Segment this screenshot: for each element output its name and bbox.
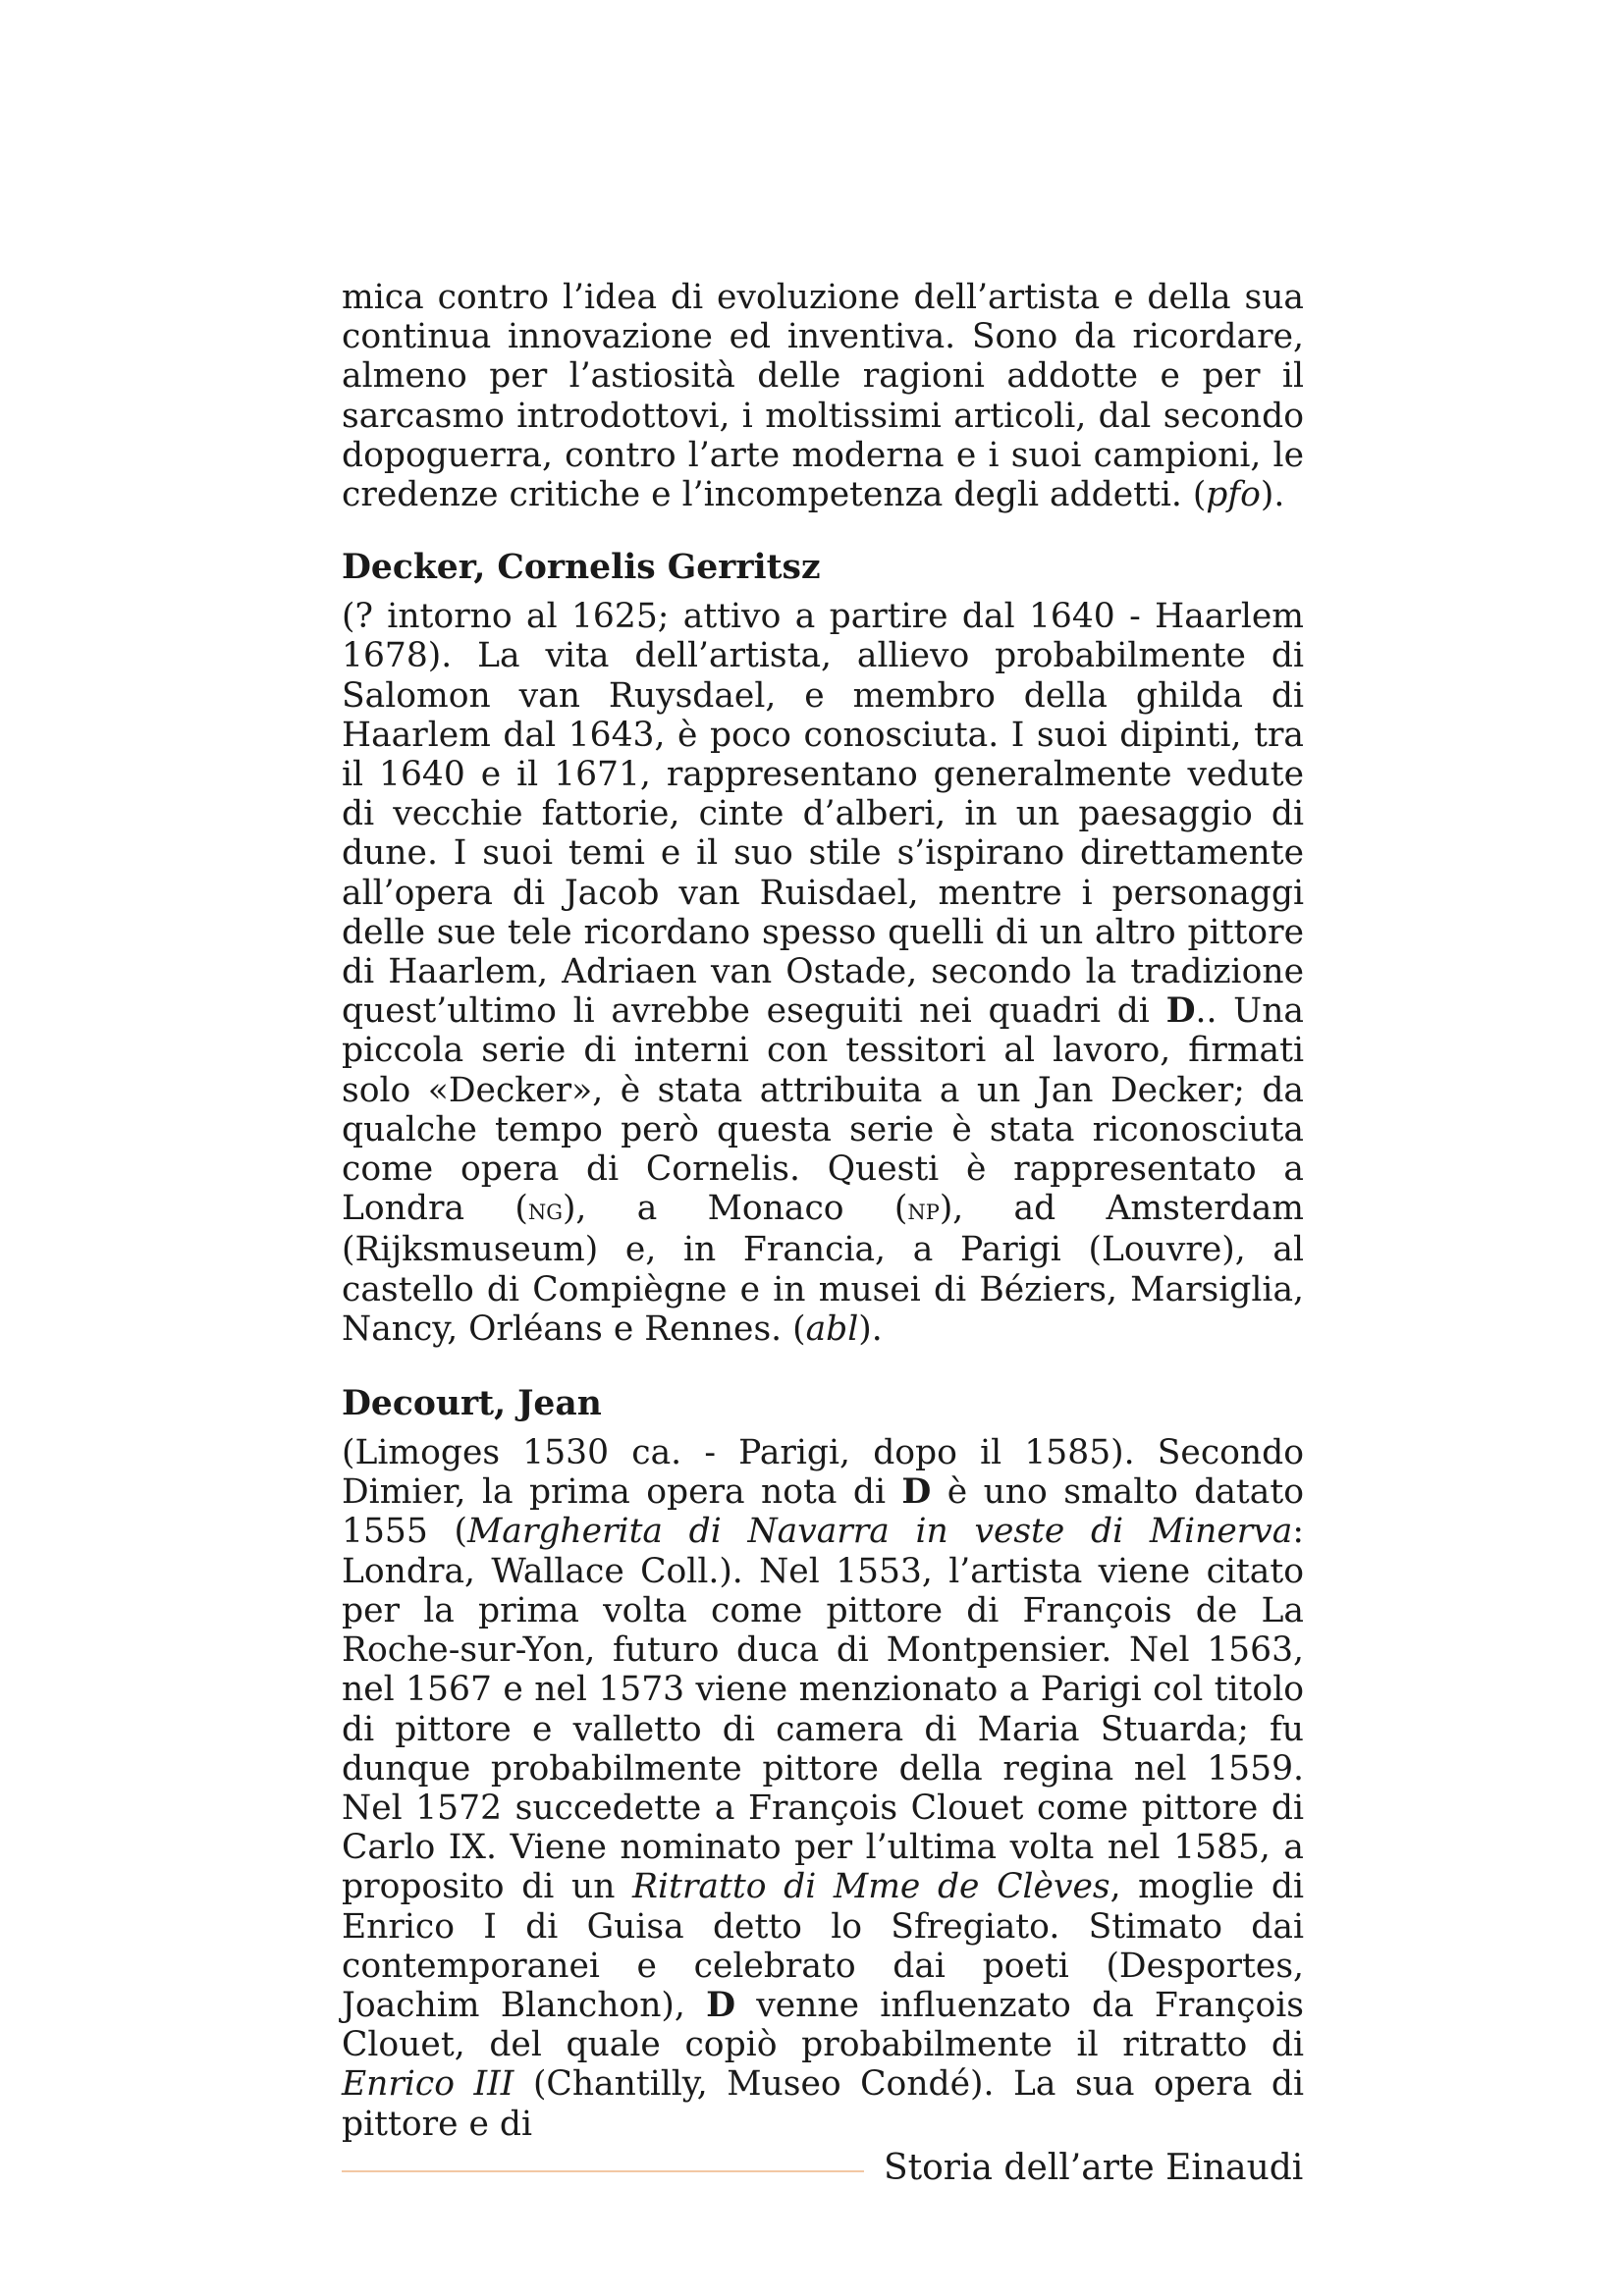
- continuation-end: ).: [1260, 475, 1285, 515]
- text-column: [342, 278, 1304, 2144]
- decourt-text-6: (Chantilly, Museo Condé). La sua opera di pittore e di: [342, 2064, 1304, 2144]
- decourt-initial-2: D: [706, 1985, 736, 2025]
- decker-text-3: ), a Monaco (: [562, 1189, 908, 1229]
- entry-body-decourt: [342, 1433, 1304, 2144]
- entry-heading-decourt: Decourt, Jean: [342, 1384, 602, 1424]
- entry-heading-decker: Decker, Cornelis Gerritsz: [342, 548, 821, 588]
- continuation-paragraph: [342, 278, 1304, 514]
- decourt-text-2: è uno smalto datato 1555 (: [342, 1472, 1304, 1552]
- work-title-ritratto: Ritratto di Mme de Clèves: [632, 1867, 1110, 1907]
- work-title-margherita: Margherita di Navarra in veste di Minerva: [466, 1512, 1293, 1552]
- entry-body-decker: [342, 597, 1304, 1349]
- decker-text-4: ), ad Amsterdam (Rijksmuseum) e, in Francia, a Parigi (Louvre), al castello di Compiègne e in musei di Béziers, Marsiglia, Nancy, Orléans e Rennes. (: [342, 1189, 1304, 1349]
- author-sigla: abl: [805, 1308, 859, 1349]
- continuation-text: mica contro l’idea di evoluzione dell’artista e della sua continua innovazione ed inventiva. Sono da ricordare, almeno per l’astiosità delle ragioni addotte e per il sarcasmo introdottovi, i moltissimi articoli, dal secondo dopoguerra, contro l’arte moderna e i suoi campioni, le credenze critiche e l’incompetenza degli addetti. (: [342, 278, 1304, 515]
- footer-title: Storia dell’arte Einaudi: [884, 2148, 1304, 2188]
- decourt-text-1: (Limoges 1530 ca. - Parigi, dopo il 1585). Secondo Dimier, la prima opera nota di: [342, 1433, 1304, 1513]
- work-title-enrico: Enrico III: [342, 2064, 514, 2105]
- decourt-text-4: , moglie di Enrico I di Guisa detto lo Sfregiato. Stimato dai contemporanei e celebrato dai poeti (Desportes, Joachim Blanchon),: [342, 1867, 1304, 2025]
- decker-text-end: ).: [858, 1308, 883, 1349]
- decker-initial: D: [1165, 991, 1196, 1032]
- decker-text-2: .. Una piccola serie di interni con tessitori al lavoro, firmati solo «Decker», è stata attribuita a un Jan Decker; da qualche tempo però questa serie è stata riconosciuta come opera di Cornelis. Questi è rappresentato a Londra (: [342, 991, 1304, 1229]
- decourt-initial-1: D: [901, 1472, 932, 1513]
- decker-text-1: (? intorno al 1625; attivo a partire dal 1640 - Haarlem 1678). La vita dell’artista, allievo probabilmente di Salomon van Ruysdael, e membro della ghilda di Haarlem dal 1643, è poco conosciuta. I suoi dipinti, tra il 1640 e il 1671, rappresentano generalmente vedute di vecchie fattorie, cinte d’alberi, in un paesaggio di dune. I suoi temi e il suo stile s’ispirano direttamente all’opera di Jacob van Ruisdael, mentre i personaggi delle sue tele ricordano spesso quelli di un altro pittore di Haarlem, Adriaen van Ostade, secondo la tradizione quest’ultimo li avrebbe eseguiti nei quadri di: [342, 597, 1304, 1032]
- author-sigla: pfo: [1206, 475, 1261, 515]
- decourt-text-3: : Londra, Wallace Coll.). Nel 1553, l’artista viene citato per la prima volta come pittore di François de La Roche-sur-Yon, futuro duca di Montpensier. Nel 1563, nel 1567 e nel 1573 viene menzionato a Parigi col titolo di pittore e valletto di camera di Maria Stuarda; fu dunque probabilmente pittore della regina nel 1559. Nel 1572 succedette a François Clouet come pittore di Carlo IX. Viene nominato per l’ultima volta nel 1585, a proposito di un: [342, 1512, 1304, 1907]
- footer-rule: [342, 2170, 864, 2172]
- decourt-text-5: venne influenzato da François Clouet, del quale copiò probabilmente il ritratto di: [342, 1985, 1304, 2065]
- museum-abbreviation-np: np: [907, 1193, 940, 1228]
- museum-abbreviation-ng: ng: [527, 1193, 563, 1228]
